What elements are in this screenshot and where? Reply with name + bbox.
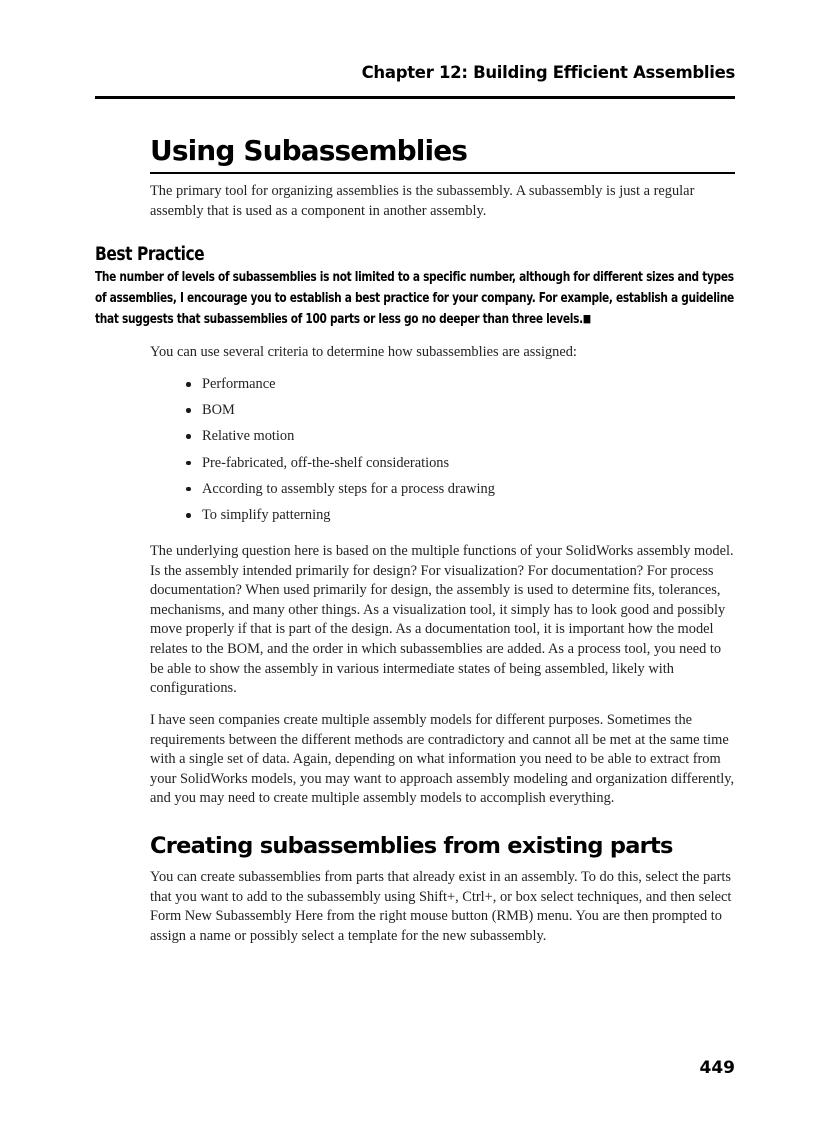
intro-paragraph-block	[150, 182, 735, 221]
intro-paragraph: The primary tool for organizing assemblies is the subassembly. A subassembly is just a regular assembly that is used as a component in another assembly.	[150, 183, 695, 219]
criteria-lead-in-block	[150, 343, 735, 363]
bullet-icon	[186, 461, 191, 466]
paragraph-2: The underlying question here is based on the multiple functions of your SolidWorks assembly model. Is the assembly intended primarily for design? For visualization? For documentation? For process documentation? When used primarily for design, the assembly is used to determine fits, tolerances, mechanisms, and many other things. As a visualization tool, it simply has to look good and possibly move properly if that is part of the design. As a documentation tool, it is important how the model relates to the BOM, and the order in which subassemblies are added. As a process tool, you need to be able to show the assembly in various intermediate states of being assembled, likely with configurations.	[150, 543, 734, 697]
best-practice-body: The number of levels of subassemblies is not limited to a specific number, although for different sizes and types of assemblies, I encourage you to establish a best practice for your company. For example, establish a guideline that suggests that subassemblies of 100 parts or less go no deeper than three levels.	[95, 270, 734, 328]
header-divider-rule	[95, 96, 735, 99]
paragraph-4-block	[150, 868, 735, 946]
list-item-label: Relative motion	[202, 428, 295, 445]
list-item-label: According to assembly steps for a process drawing	[202, 480, 495, 497]
criteria-list	[150, 375, 735, 525]
criteria-list-block	[150, 375, 735, 532]
paragraph-3: I have seen companies create multiple assembly models for different purposes. Sometimes the requirements between the different methods are contradictory and cannot all be met at the same time with a single set of data. Again, depending on what information you need to be able to extract from your SolidWorks models, you may want to approach assembly modeling and organization differently, and you may need to create multiple assembly models to accomplish everything.	[150, 712, 735, 807]
paragraph-2-block	[150, 542, 735, 699]
best-practice-text	[95, 268, 734, 331]
list-item	[150, 427, 735, 446]
list-item-label: Pre-fabricated, off-the-shelf considerations	[202, 454, 450, 471]
criteria-lead-in: You can use several criteria to determine how subassemblies are assigned:	[150, 344, 577, 360]
list-item	[150, 480, 735, 499]
list-item-label: BOM	[202, 402, 235, 419]
list-item	[150, 454, 735, 473]
page-number: 449	[699, 1058, 735, 1078]
paragraph-3-block	[150, 711, 735, 809]
list-item	[150, 375, 735, 394]
paragraph-4: You can create subassemblies from parts that already exist in an assembly. To do this, select the parts that you want to add to the subassembly using Shift+, Ctrl+, or box select techniques, and then select Form New Subassembly Here from the right mouse button (RMB) menu. You are then prompted to assign a name or possibly select a template for the new subassembly.	[150, 869, 732, 944]
list-item	[150, 506, 735, 525]
bullet-icon	[186, 487, 191, 492]
list-item-label: To simplify patterning	[202, 506, 331, 523]
page-title: Using Subassemblies	[150, 134, 468, 167]
running-header: Chapter 12: Building Efficient Assemblies	[361, 63, 735, 82]
list-item	[150, 401, 735, 420]
best-practice-title: Best Practice	[95, 244, 205, 265]
heading-underline-rule	[150, 172, 735, 174]
bullet-icon	[186, 382, 191, 387]
section-heading-block	[150, 136, 735, 174]
subsection-title: Creating subassemblies from existing parts	[150, 833, 673, 859]
bullet-icon	[186, 408, 191, 413]
best-practice-sidebar	[95, 245, 735, 331]
bullet-icon	[186, 434, 191, 439]
list-item-label: Performance	[202, 376, 276, 392]
best-practice-end-marker: ■	[582, 312, 591, 326]
bullet-icon	[186, 513, 191, 518]
